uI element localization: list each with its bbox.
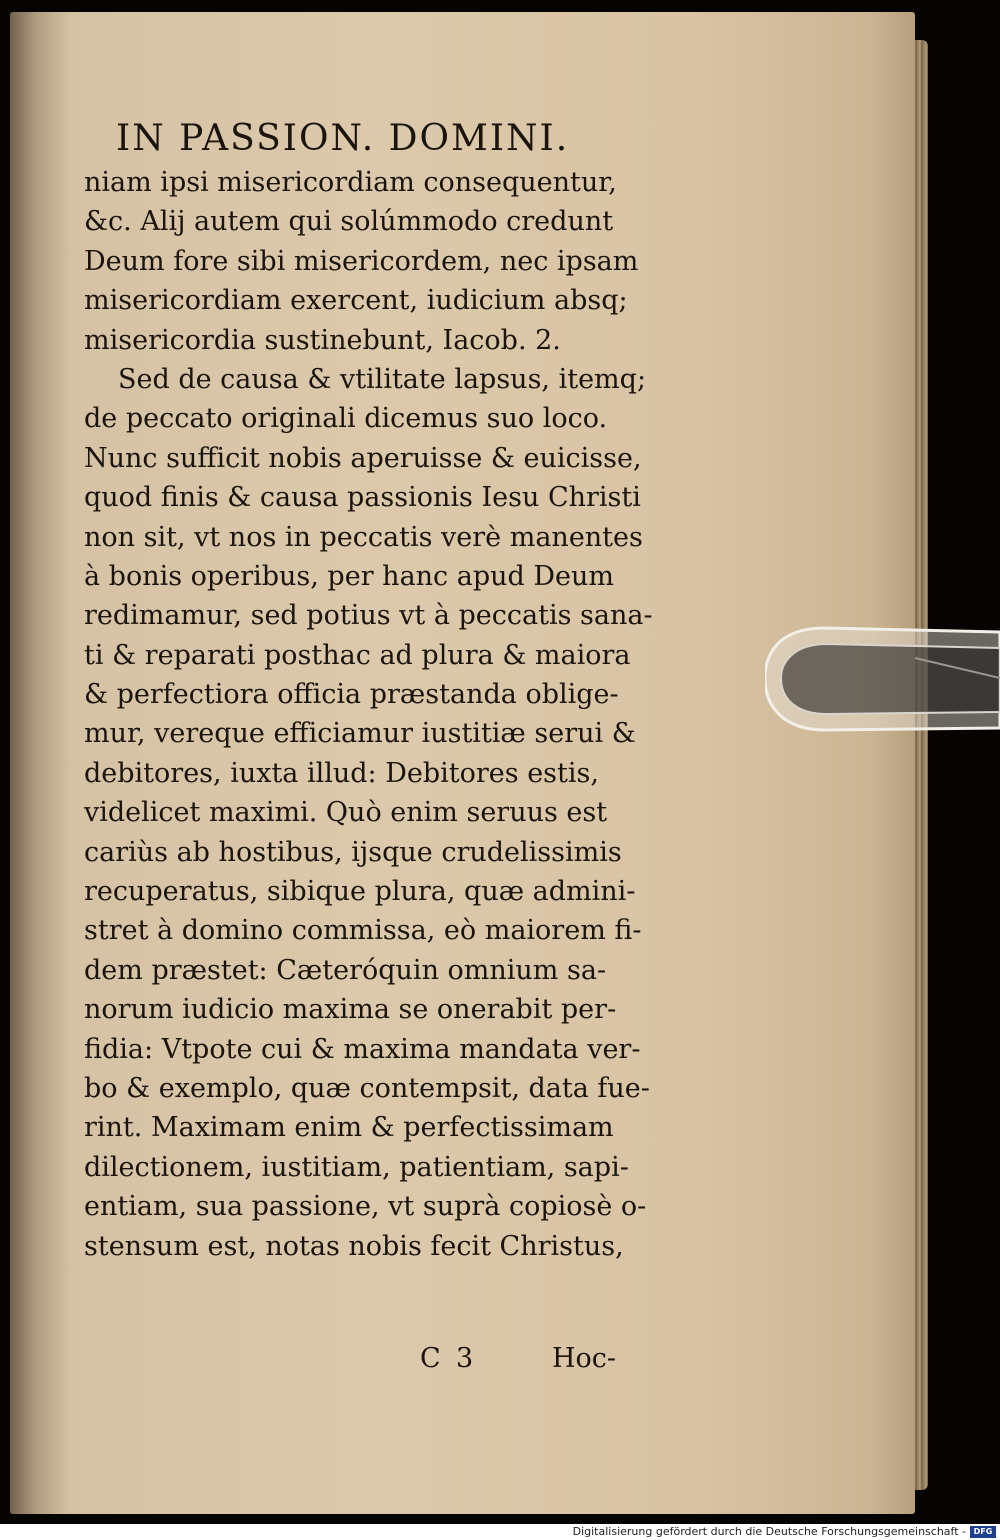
signature-mark: C <box>420 1343 441 1374</box>
text-line: redimamur, sed potius vt à peccatis sana- <box>84 600 653 632</box>
text-line: dilectionem, iustitiam, patientiam, sapi- <box>84 1151 629 1183</box>
text-line: norum iudicio maxima se onerabit per- <box>84 994 617 1026</box>
footer-bar <box>0 1524 1000 1540</box>
text-line: entiam, sua passione, vt suprà copiosè o- <box>84 1191 647 1223</box>
text-line: non sit, vt nos in peccatis verè manentes <box>84 521 643 553</box>
page-footer-line <box>420 1335 616 1383</box>
text-line: & perfectiora officia præstanda oblige- <box>84 679 619 711</box>
text-line: Nunc sufficit nobis aperuisse & euicisse, <box>84 442 642 474</box>
text-line: stret à domino commissa, eò maiorem fi- <box>84 915 642 947</box>
text-line: ti & reparati posthac ad plura & maiora <box>84 639 631 671</box>
text-line: videlicet maximi. Quò enim seruus est <box>84 797 608 829</box>
text-line: Sed de causa & vtilitate lapsus, itemq; <box>118 363 647 395</box>
text-line: Deum fore sibi misericordem, nec ipsam <box>84 245 639 277</box>
dfg-logo: DFG <box>970 1526 996 1538</box>
page-text <box>84 115 664 1374</box>
text-line: stensum est, notas nobis fecit Christus, <box>84 1230 624 1262</box>
running-head: IN PASSION. DOMINI. <box>116 118 570 159</box>
text-line: de peccato originali dicemus suo loco. <box>84 403 608 435</box>
text-line: rint. Maximam enim & perfectissimam <box>84 1112 614 1144</box>
text-line: à bonis operibus, per hanc apud Deum <box>84 560 615 592</box>
text-line: recuperatus, sibique plura, quæ admini- <box>84 876 636 908</box>
text-line: &c. Alij autem qui solúmmodo credunt <box>84 206 614 238</box>
page-clip <box>765 618 1000 736</box>
digitization-credit: Digitalisierung gefördert durch die Deutsche Forschungsgemeinschaft - <box>572 1525 966 1538</box>
text-line: bo & exemplo, quæ contempsit, data fue- <box>84 1072 650 1104</box>
text-line: fidia: Vtpote cui & maxima mandata ver- <box>84 1033 641 1065</box>
text-line: misericordia sustinebunt, Iacob. 2. <box>84 324 561 356</box>
signature-number: 3 <box>456 1343 474 1374</box>
text-line: misericordiam exercent, iudicium absq; <box>84 285 628 317</box>
text-line: debitores, iuxta illud: Debitores estis, <box>84 757 599 789</box>
page-gutter-shadow <box>10 12 70 1514</box>
text-line: niam ipsi misericordiam consequentur, <box>84 167 617 198</box>
text-line: mur, vereque efficiamur iustitiæ serui & <box>84 718 636 750</box>
catchword: Hoc- <box>552 1343 617 1374</box>
text-line: quod finis & causa passionis Iesu Christi <box>84 482 641 514</box>
text-line: dem præstet: Cæteróquin omnium sa- <box>84 954 607 986</box>
text-line: cariùs ab hostibus, ijsque crudelissimis <box>84 836 622 868</box>
